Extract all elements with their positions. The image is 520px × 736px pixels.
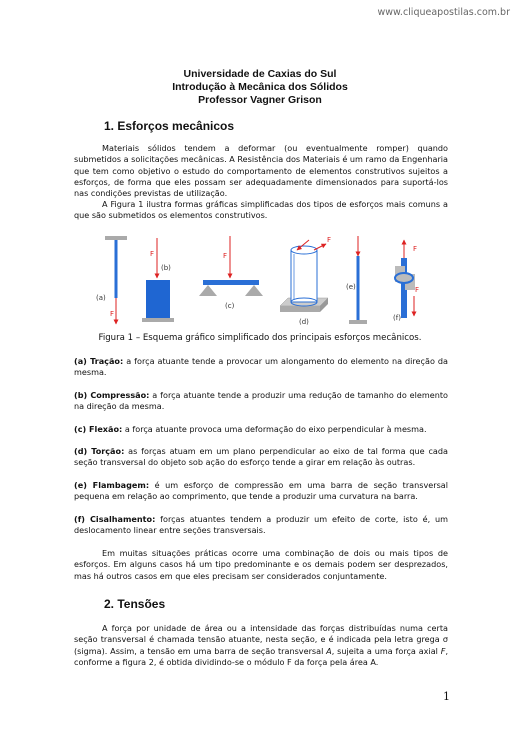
section-2-title: 2. Tensões	[104, 597, 166, 611]
section-2-paragraph-1	[74, 623, 448, 668]
figure-1-caption: Figura 1 – Esquema gráfico simplificado dos principais esforços mecânicos.	[98, 333, 422, 343]
item-f-term: (f) Cisalhamento:	[74, 514, 156, 524]
figure-1-stress-diagram	[88, 234, 432, 334]
item-e-term: (e) Flambagem:	[74, 480, 150, 490]
figure-a-tension	[96, 236, 127, 324]
figure-c-bending	[199, 236, 263, 310]
figure-label-d: (d)	[299, 318, 309, 326]
figure-label-c: (c)	[225, 302, 235, 310]
course-title: Introdução à Mecânica dos Sólidos	[172, 81, 348, 93]
force-label-f-bottom: F	[415, 286, 420, 294]
force-label-a: F	[110, 310, 115, 318]
item-e-buckling	[74, 480, 448, 503]
combination-paragraph: Em muitas situações práticas ocorre uma combinação de dois ou mais tipos de esforços. Em alguns casos há um tipo predominante e os demais podem ser desprezados, mas há outros casos em que eles precisam ser considerados conjuntamente.	[74, 548, 448, 581]
section-2-text-1: A força por unidade de área ou a intensidade das forças distribuídas numa certa seção transversal é chamada tensão atuante, nesta seção, e é indicada pela letra grega σ (sigma). Assim, a tensão em uma barra de seção transversal	[74, 623, 448, 656]
force-label-b: F	[150, 250, 155, 258]
item-c-text: a força atuante provoca uma deformação do eixo perpendicular à mesma.	[122, 424, 427, 434]
item-e-text: é um esforço de compressão em uma barra de seção transversal pequena em relação ao comprimento, que tende a produzir uma curvatura na barra.	[74, 480, 448, 502]
figure-e-buckling	[346, 236, 367, 324]
item-b-term: (b) Compressão:	[74, 390, 150, 400]
item-b-text: a força atuante tende a produzir uma redução de tamanho do elemento na direção da mesma.	[74, 390, 448, 412]
figure-label-f: (f)	[393, 314, 401, 322]
item-f-shear	[74, 514, 448, 537]
section-2-text-2: , sujeita a uma força axial	[331, 645, 441, 656]
item-d-term: (d) Torção:	[74, 446, 125, 456]
item-a-term: (a) Tração:	[74, 356, 124, 366]
university-name: Universidade de Caxias do Sul	[183, 68, 337, 80]
item-d-text: as forças atuam em um plano perpendicular ao eixo de tal forma que cada seção transversal do objeto sob ação do esforço tende a girar em relação às outras.	[74, 446, 448, 468]
watermark: www.cliqueapostilas.com.br	[377, 7, 510, 18]
force-symbol: F	[440, 645, 446, 656]
item-d-torsion	[74, 446, 448, 469]
figure-label-b: (b)	[161, 264, 171, 272]
item-b-compression	[74, 390, 448, 413]
force-label-c: F	[223, 252, 228, 260]
section-1-paragraph-2: A Figura 1 ilustra formas gráficas simplificadas dos tipos de esforços mais comuns a que são submetidos os elementos construtivos.	[74, 199, 448, 221]
figure-label-e: (e)	[346, 283, 356, 291]
section-1-paragraph-1: Materiais sólidos tendem a deformar (ou eventualmente romper) quando submetidos a solicitações mecânicas. A Resistência dos Materiais é um ramo da Engenharia que tem como objetivo o estudo do comportamento de elementos construtivos sujeitos a esforços, de forma que eles possam ser adequadamente dimensionados para suportá-los nas condições previstas de utilização.	[74, 143, 448, 199]
force-label-d: F	[327, 236, 332, 244]
figure-f-shear	[393, 240, 419, 322]
section-1-title: 1. Esforços mecânicos	[104, 119, 235, 133]
figure-b-compression	[142, 238, 174, 322]
item-a-text: a força atuante tende a provocar um alongamento do elemento na direção da mesma.	[74, 356, 448, 378]
item-f-text: forças atuantes tendem a produzir um efeito de corte, isto é, um deslocamento linear entre seções transversais.	[74, 514, 448, 536]
figure-label-a: (a)	[96, 294, 106, 302]
figure-d-torsion	[280, 236, 331, 326]
item-c-term: (c) Flexão:	[74, 424, 123, 434]
force-label-f-top: F	[413, 245, 418, 253]
area-symbol: A	[326, 645, 332, 656]
section-2-text-3: , conforme a figura 2, é obtida dividindo-se o módulo F da força pela área A.	[74, 645, 449, 667]
item-a-tension	[74, 356, 448, 379]
professor-name: Professor Vagner Grison	[198, 94, 322, 106]
item-c-bending	[74, 424, 448, 435]
page-number: 1	[443, 690, 450, 703]
